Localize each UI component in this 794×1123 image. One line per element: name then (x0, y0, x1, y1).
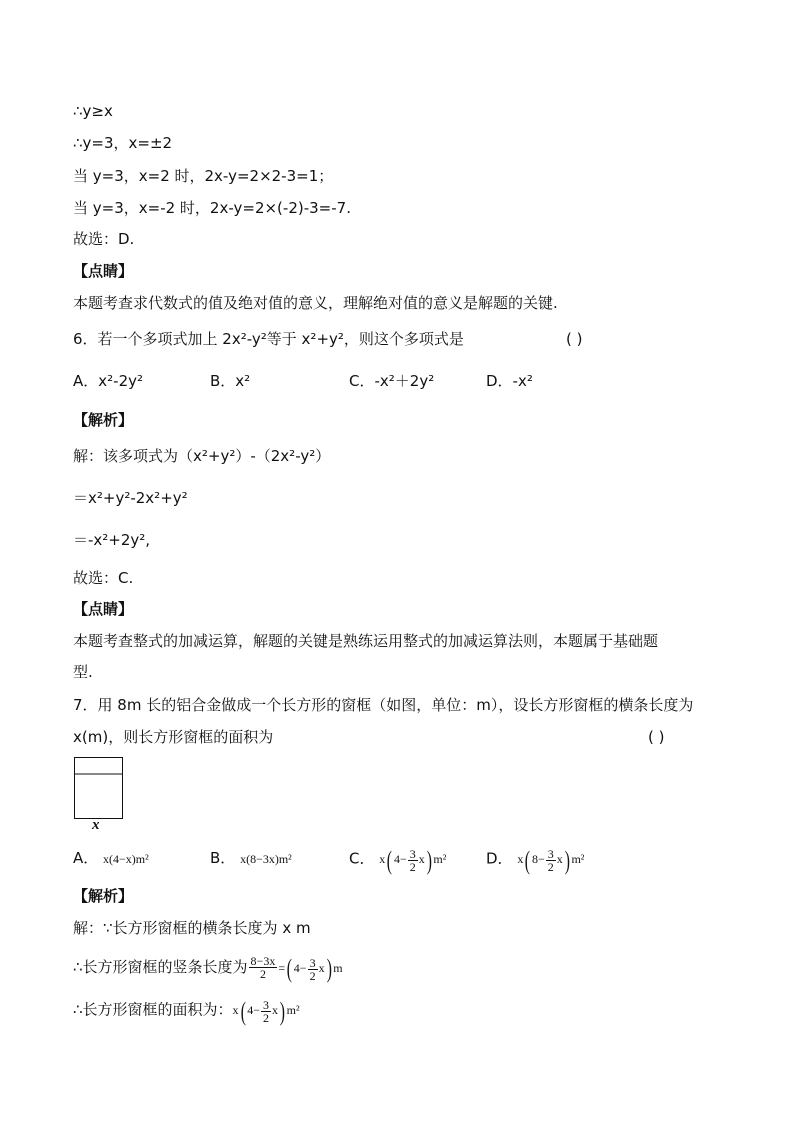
solution-line: 当 y=3，x=-2 时，2x-y=2×(-2)-3=-7. (73, 199, 351, 217)
answer-paren: ( ) (648, 728, 665, 746)
option-c-label: C． (349, 849, 375, 868)
option-d-expr: x( 8− $\frac{3}{2}$ x) m² (517, 845, 585, 875)
solution-line: ＝x²+y²-2x²+y² (73, 489, 188, 507)
section-heading-jiexi: 【解析】 (73, 887, 134, 905)
option-b (210, 848, 292, 869)
section-heading-dianjing: 【点睛】 (73, 600, 134, 618)
solution-line: 解：∵长方形窗框的横条长度为 x m (73, 919, 311, 937)
option-b-label: B． (210, 849, 236, 867)
window-frame-diagram (74, 757, 126, 835)
note-text: 型. (73, 663, 93, 681)
section-heading-dianjing: 【点睛】 (73, 262, 134, 280)
figure-label-x: x (92, 817, 100, 833)
answer-line: 故选：D. (73, 230, 135, 248)
solution-line: ∴y=3，x=±2 (73, 134, 173, 152)
answer-paren: ( ) (566, 330, 583, 348)
solution-line: ∴长方形窗框的竖条长度为 $\frac{8-3x}{2}$ =( 4− $\frac{3}{2}$ x) m (73, 954, 343, 984)
solution-line: ∴长方形窗框的面积为：x( 4− $\frac{3}{2}$ x) m² (73, 996, 300, 1026)
answer-line: 故选：C. (73, 569, 134, 587)
option-c (349, 845, 447, 875)
option-c: C．-x²＋2y² (349, 372, 435, 390)
option-c-expr: x( 4− $\frac{3}{2}$ x) m² (379, 845, 447, 875)
solution-text: ∴长方形窗框的竖条长度为 (73, 958, 248, 976)
note-text: 本题考查求代数式的值及绝对值的意义，理解绝对值的意义是解题的关键. (73, 294, 558, 312)
option-b-expr: x(8−3x)m² (240, 852, 292, 866)
solution-text: ∴长方形窗框的面积为： (73, 1000, 233, 1019)
solution-line: ＝-x²+2y², (73, 531, 151, 549)
note-text: 本题考查整式的加减运算，解题的关键是熟练运用整式的加减运算法则，本题属于基础题 (73, 632, 659, 650)
question-7-stem: x(m)，则长方形窗框的面积为 (73, 728, 274, 746)
solution-line: 解：该多项式为（x²+y²）-（2x²-y²） (73, 447, 331, 465)
question-6-stem: 6．若一个多项式加上 2x²-y²等于 x²+y²，则这个多项式是 (73, 330, 464, 348)
option-b: B．x² (210, 372, 251, 390)
option-a-expr: x(4−x)m² (103, 852, 149, 866)
question-7-stem: 7．用 8m 长的铝合金做成一个长方形的窗框（如图，单位：m），设长方形窗框的横条长度为 (73, 696, 694, 714)
option-d (486, 845, 585, 875)
option-a (73, 848, 149, 869)
option-a-label: A． (73, 849, 99, 867)
section-heading-jiexi: 【解析】 (73, 411, 134, 429)
option-a: A．x²-2y² (73, 372, 143, 390)
window-frame-figure (74, 757, 126, 839)
option-d: D．-x² (486, 372, 533, 390)
option-d-label: D． (486, 849, 513, 868)
solution-line: 当 y=3，x=2 时，2x-y=2×2-3=1； (73, 167, 334, 185)
solution-line: ∴y≥x (73, 102, 113, 120)
